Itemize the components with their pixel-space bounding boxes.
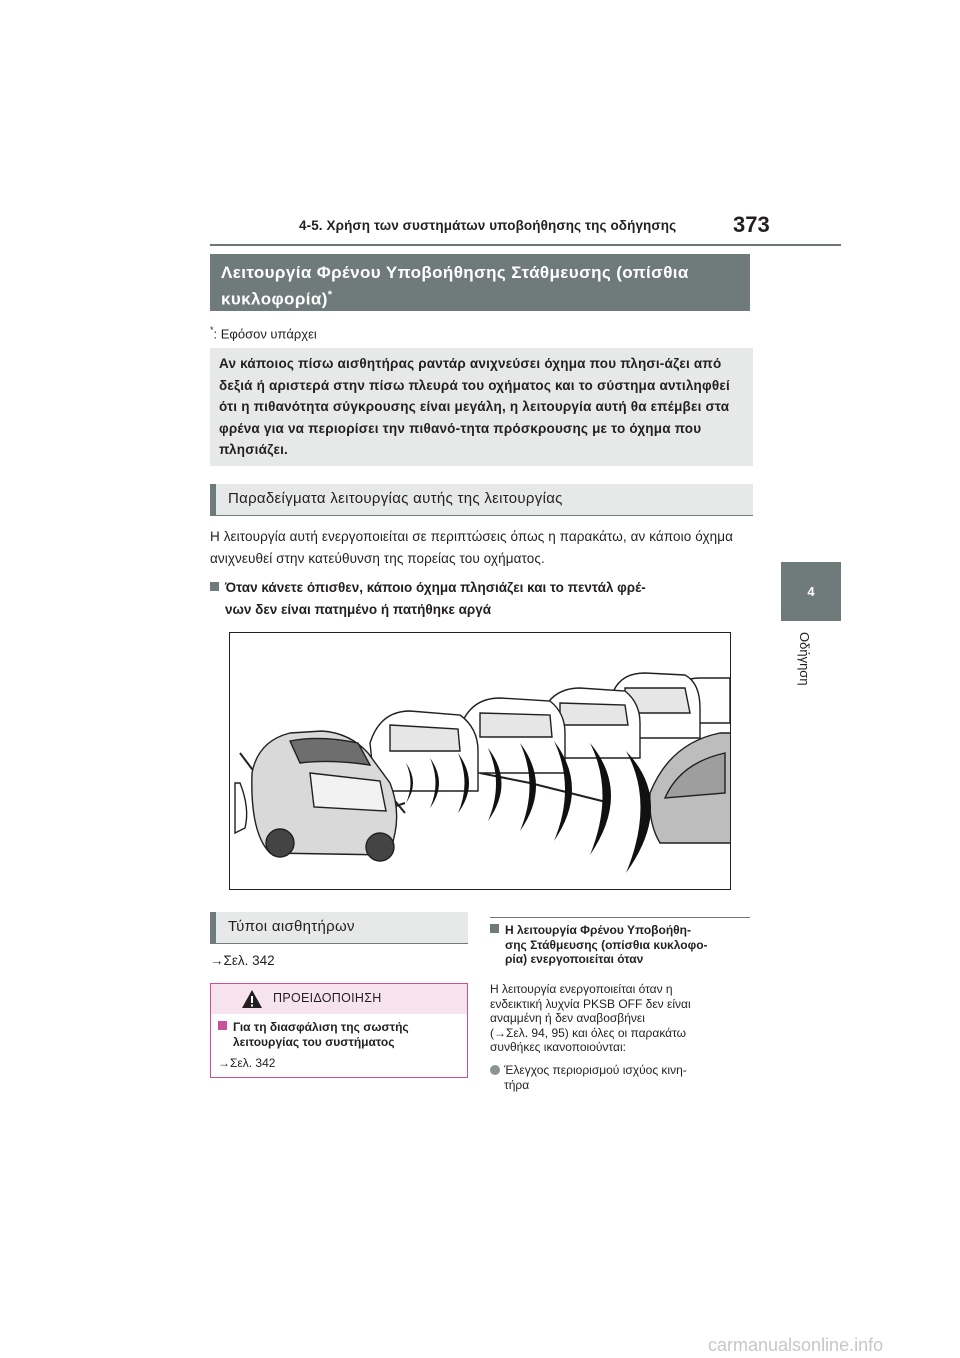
activation-heading-line3: ρία) ενεργοποιείται όταν (505, 952, 644, 966)
watermark: carmanualsonline.info (708, 1335, 884, 1355)
intro-box (210, 348, 753, 466)
chapter-tab-label: Οδήγηση (797, 632, 812, 686)
warning-bullet-line1: Για τη διασφάλιση της σωστής (233, 1020, 409, 1034)
example-bullet-line1: Όταν κάνετε όπισθεν, κάποιο όχημα πλησιάζει και το πεντάλ φρέ- (225, 580, 646, 595)
footnote-text: : Εφόσον υπάρχει (213, 326, 317, 342)
chapter-title: 4-5. Χρήση των συστημάτων υποβοήθησης της οδήγησης (299, 218, 677, 233)
activation-body-line1: Η λειτουργία ενεργοποιείται όταν η (490, 982, 673, 996)
activation-heading-line2: σης Στάθμευσης (οπίσθια κυκλοφο- (505, 937, 708, 952)
parking-illustration (229, 632, 731, 890)
square-bullet-icon (490, 924, 499, 933)
activation-body-line2: ενδεικτική λυχνία PKSB OFF δεν είναι (490, 996, 691, 1011)
example-bullet-line2: νων δεν είναι πατημένο ή πατήθηκε αργά (225, 602, 492, 617)
sensors-heading: Τύποι αισθητήρων (228, 918, 355, 935)
warning-triangle-icon (241, 989, 263, 1009)
examples-body: Η λειτουργία αυτή ενεργοποιείται σε περιπτώσεις όπως η παρακάτω, αν κάποιο όχημα ανιχνευθεί στην κατεύθυνση της πορείας του οχήματος. (210, 529, 734, 566)
square-bullet-icon (218, 1021, 227, 1030)
footnote (210, 325, 317, 341)
examples-heading-bar (210, 484, 753, 516)
header-divider (210, 244, 841, 246)
warning-box (210, 983, 468, 1078)
examples-heading: Παραδείγματα λειτουργίας αυτής της λειτουργίας (228, 490, 563, 507)
reversing-car-illustration (230, 633, 731, 890)
warning-page-reference[interactable]: →Σελ. 342 (218, 1056, 276, 1070)
activation-bullet-line1: Έλεγχος περιορισμού ισχύος κινη- (504, 1063, 687, 1077)
sensors-page-reference[interactable]: →Σελ. 342 (210, 953, 275, 968)
activation-body-line3: αναμμένη ή δεν αναβοσβήνει (490, 1011, 645, 1025)
warning-title: ΠΡΟΕΙΔΟΠΟΙΗΣΗ (273, 991, 382, 1005)
warning-bullet (218, 1020, 458, 1050)
activation-condition-bullet (490, 1063, 755, 1092)
footnote-mark: * (210, 325, 214, 335)
example-bullet (210, 577, 755, 621)
page-number: 373 (733, 212, 770, 237)
section-title: Λειτουργία Φρένου Υποβοήθησης Στάθμευσης (οπίσθια κυκλοφορία) (221, 263, 689, 309)
activation-divider (490, 917, 750, 918)
activation-heading-line1: Η λειτουργία Φρένου Υποβοήθη- (505, 923, 691, 937)
activation-body (490, 982, 755, 1055)
warning-header (211, 984, 467, 1014)
section-header (210, 254, 750, 311)
activation-bullet-line2: τήρα (504, 1077, 530, 1092)
square-bullet-icon (210, 582, 219, 591)
sensors-heading-bar (210, 912, 468, 944)
chapter-tab-number: 4 (807, 584, 815, 599)
activation-body-line4: (→Σελ. 94, 95) και όλες οι παρακάτω (490, 1025, 687, 1040)
section-title-mark: * (327, 289, 333, 301)
activation-body-line5: συνθήκες ικανοποιούνται: (490, 1040, 626, 1054)
intro-text: Αν κάποιος πίσω αισθητήρας ραντάρ ανιχνεύσει όχημα που πλησι-άζει από δεξιά ή αριστερά στην πίσω πλευρά του οχήματος και το σύστημα αντιληφθεί ότι η πιθανότητα σύγκρουσης είναι μεγάλη, η λειτουργία αυτή θα επέμβει στα φρένα για να περιορίσει την πιθανό-τητα πρόσκρουσης με το όχημα που πλησιάζει. (219, 356, 730, 457)
activation-heading (490, 923, 755, 967)
warning-bullet-line2: λειτουργίας του συστήματος (233, 1035, 395, 1049)
round-bullet-icon (490, 1065, 500, 1075)
